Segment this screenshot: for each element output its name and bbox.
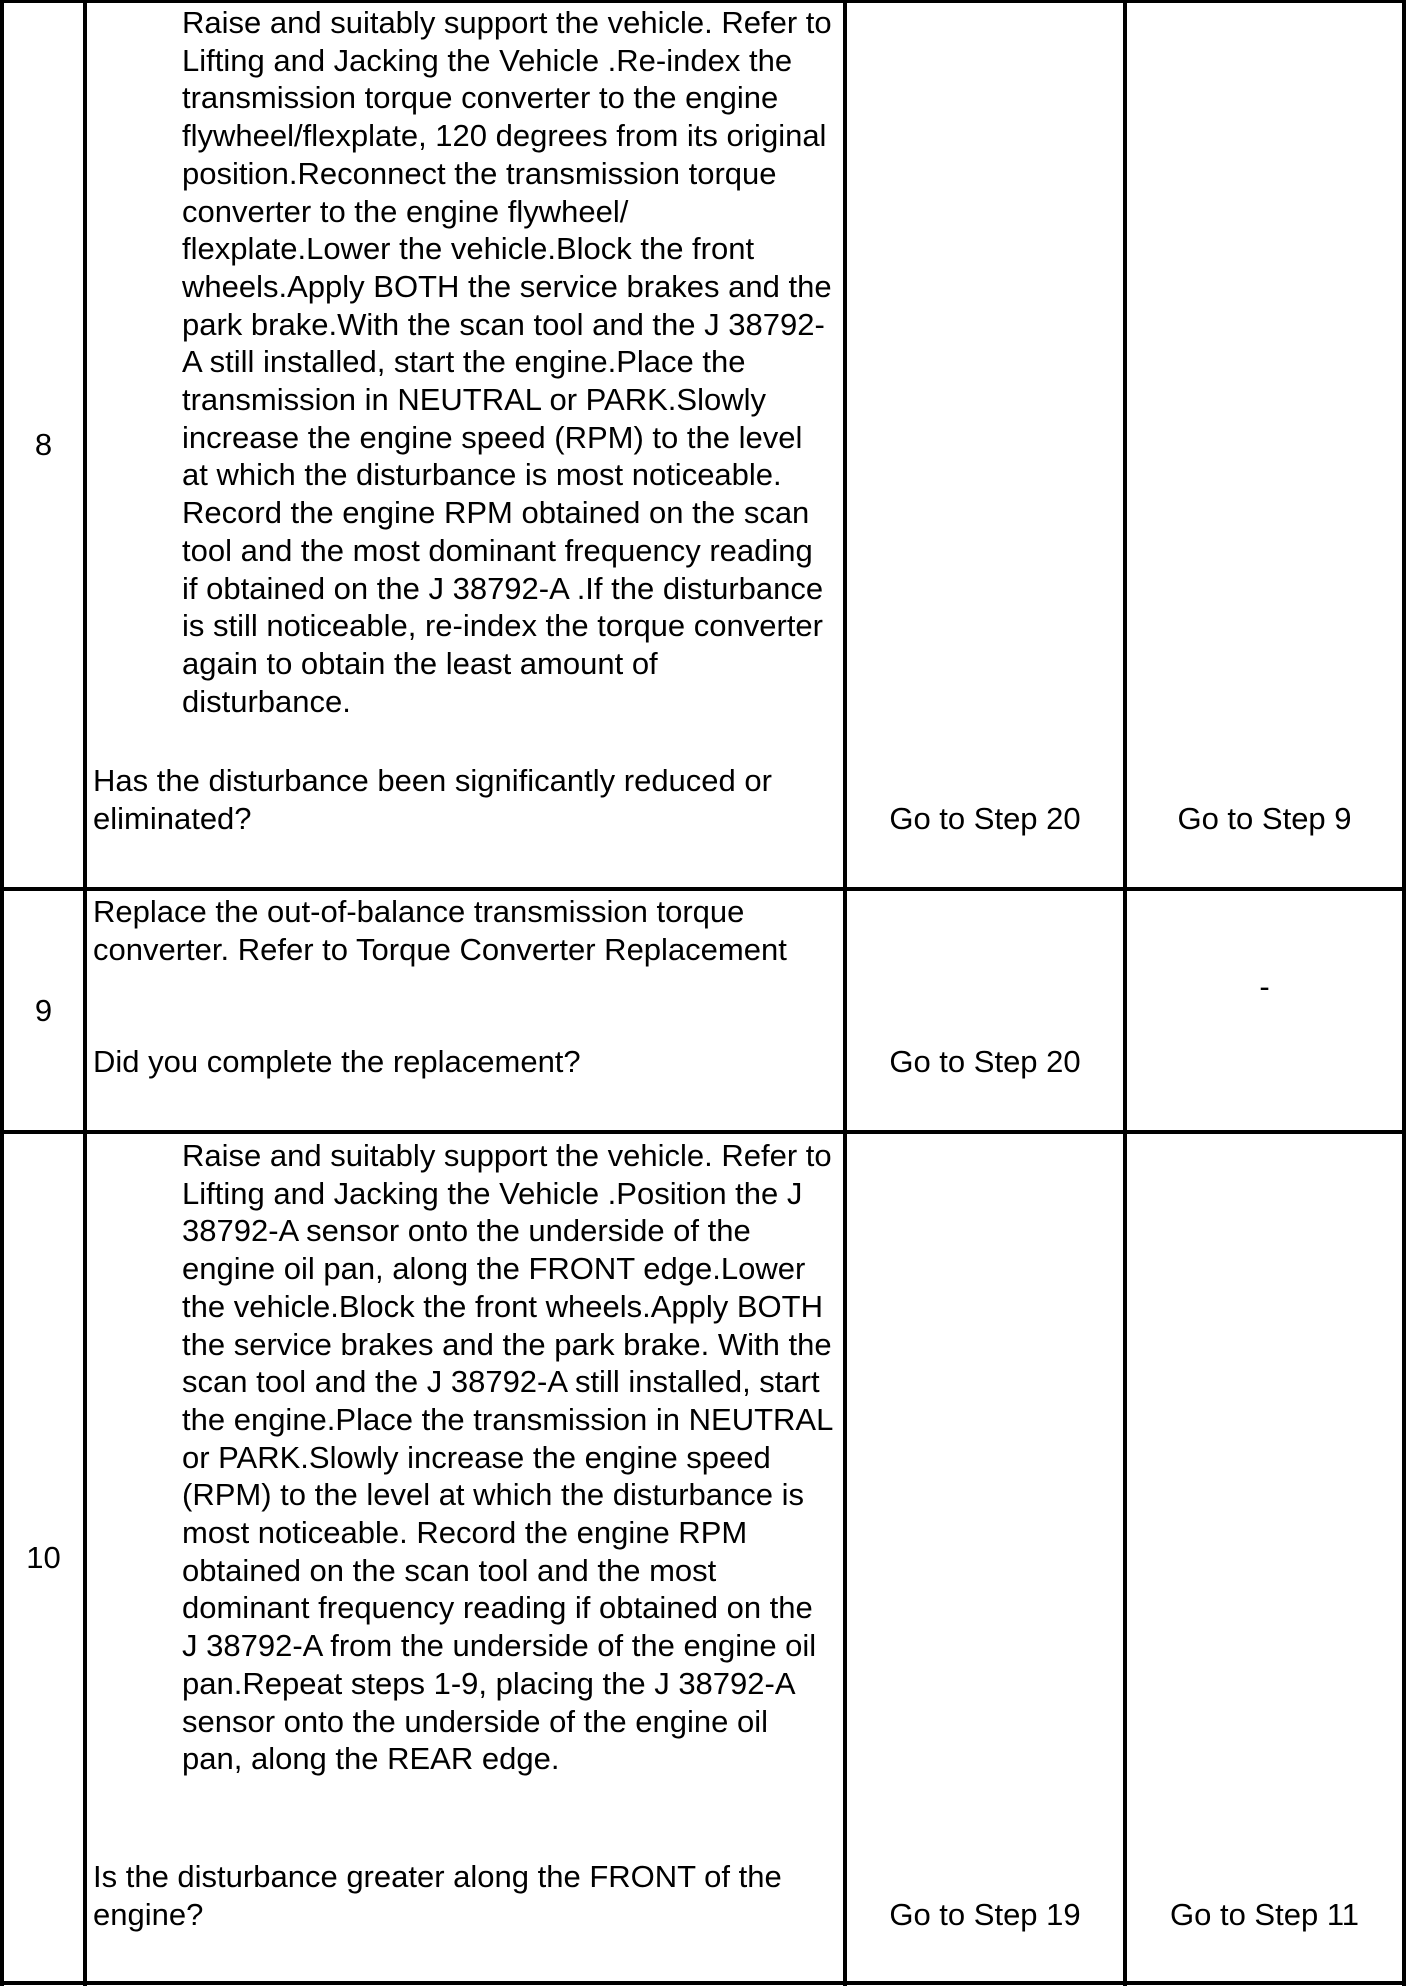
step-number (4, 1134, 83, 1981)
step-instructions: Raise and suitably support the vehicle. Refer to Lifting and Jacking the Vehicle .Re-index the transmission torque converter to the engine flywheel/flexplate, 120 degrees from its original position.Reconnect the transmission torque converter to the engine flywheel/ flexplate.Lower the vehicle.Block the front wheels.Apply BOTH the service brakes and the park brake.With the scan tool and the J 38792-A still installed, start the engine.Place the transmission in NEUTRAL or PARK.Slowly increase the engine speed (RPM) to the level at which the disturbance is most noticeable. Record the engine RPM obtained on the scan tool and the most dominant frequency reading if obtained on the J 38792-A .If the disturbance is still noticeable, re-index the torque converter again to obtain the least amount of disturbance. (182, 5, 832, 719)
column-divider (1402, 0, 1406, 1986)
row-divider (0, 0, 1406, 3)
no-action: - (1259, 969, 1270, 1004)
step-number (4, 891, 83, 1130)
column-divider (843, 0, 847, 1986)
step-number-text: 8 (34, 427, 53, 463)
yes-action: Go to Step 20 (889, 801, 1081, 836)
yes-action: Go to Step 19 (889, 1897, 1081, 1932)
row-divider (0, 1130, 1406, 1134)
step-instructions: Raise and suitably support the vehicle. Refer to Lifting and Jacking the Vehicle .Position the J 38792-A sensor onto the underside of the engine oil pan, along the FRONT edge.Lower the vehicle.Block the front wheels.Apply BOTH the service brakes and the park brake. With the scan tool and the J 38792-A still installed, start the engine.Place the transmission in NEUTRAL or PARK.Slowly increase the engine speed (RPM) to the level at which the disturbance is most noticeable. Record the engine RPM obtained on the scan tool and the most dominant frequency reading if obtained on the J 38792-A from the underside of the engine oil pan.Repeat steps 1-9, placing the J 38792-A sensor onto the underside of the engine oil pan, along the REAR edge. (182, 1138, 833, 1777)
no-action: Go to Step 11 (1170, 1897, 1359, 1932)
step-question: Did you complete the replacement? (93, 1044, 581, 1079)
row-divider (0, 1981, 1406, 1985)
step-number-text: 9 (34, 992, 53, 1028)
step-question: Is the disturbance greater along the FRONT of the engine? (93, 1859, 782, 1932)
no-action: Go to Step 9 (1177, 801, 1352, 836)
yes-action: Go to Step 20 (889, 1044, 1081, 1079)
step-instructions: Replace the out-of-balance transmission torque converter. Refer to Torque Converter Replacement (93, 894, 787, 967)
step-question: Has the disturbance been significantly reduced or eliminated? (93, 763, 772, 836)
step-number-text: 10 (26, 1539, 61, 1575)
row-divider (0, 887, 1406, 891)
step-number (4, 3, 83, 887)
